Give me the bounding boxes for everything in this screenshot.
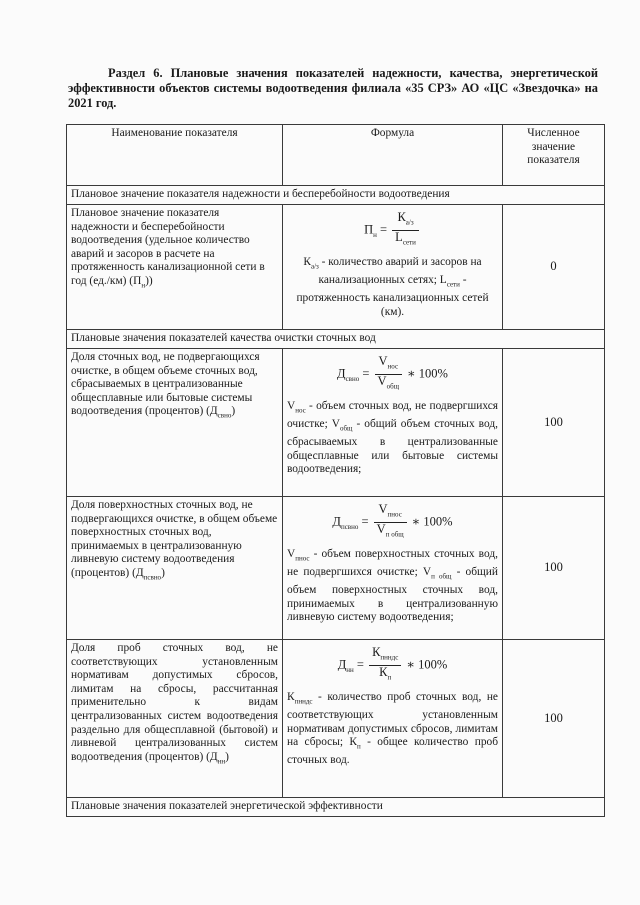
section-row-quality bbox=[67, 330, 605, 349]
section-row-energy bbox=[67, 798, 605, 817]
indicator-name: Плановое значение показателя надежности и бесперебойности водоотведения (удельное количество аварий и засоров в расчете на протяженность канализационной сети в год (ед./км) $(П_н)$) bbox=[67, 205, 283, 330]
formula-cell bbox=[283, 205, 503, 330]
indicator-value: 0 bbox=[503, 205, 605, 330]
table-row bbox=[67, 205, 605, 330]
indicator-value: 100 bbox=[503, 497, 605, 640]
indicator-value: 100 bbox=[503, 349, 605, 497]
header-value: Численное значение показателя bbox=[503, 125, 605, 186]
table-row bbox=[67, 497, 605, 640]
table-row bbox=[67, 349, 605, 497]
indicator-name: Доля проб сточных вод, не соответствующих установленным нормативам допустимых сбросов, лимитам на сбросы, рассчитанная применительно к видам централизованных систем водоотведения раздельно для общесплавной (бытовой) и ливневой централизованных систем водоотведения (процентов) $(Д_{нн})$ bbox=[67, 640, 283, 798]
formula-description: $V_{пнос}$ - объем поверхностных сточных вод, не подвергшихся очистке; $V_{п общ}$ - общий объем поверхностных сточных вод, принимаемых в централизованную ливневую систему водоотведения; bbox=[287, 548, 498, 624]
formula: $Д_{нн}$ = $\frac{К_{пнндс}}{К_п}$ ∗ 100% bbox=[337, 645, 448, 682]
table-header-row bbox=[67, 125, 605, 186]
table-row bbox=[67, 640, 605, 798]
indicator-value: 100 bbox=[503, 640, 605, 798]
indicators-table bbox=[66, 124, 605, 817]
formula-description: $К_{а/з}$ - количество аварий и засоров на канализационных сетях; $L_{сети}$ - протяженность канализационных сетей (км). bbox=[296, 256, 489, 318]
formula-cell bbox=[283, 640, 503, 798]
indicator-name: Доля сточных вод, не подвергающихся очистке, в общем объеме сточных вод, сбрасываемых в централизованные общесплавные или бытовые системы водоотведения (процентов) $(Д_{свно})$ bbox=[67, 349, 283, 497]
formula: $П_н$ = $\frac{К_{а/з}}{L_{сети}}$ bbox=[287, 211, 498, 250]
section-row-reliability bbox=[67, 186, 605, 205]
indicator-name: Доля поверхностных сточных вод, не подвергающихся очистке, в общем объеме поверхностных сточных вод, принимаемых в централизованную ливневую систему водоотведения (процентов) $(Д_{псвно})$ bbox=[67, 497, 283, 640]
formula: $Д_{псвно}$ = $\frac{V_{пнос}}{V_{п общ}}$ ∗ 100% bbox=[332, 502, 453, 539]
section-title: Плановое значение показателя надежности и бесперебойности водоотведения bbox=[67, 186, 605, 205]
formula: $Д_{свно}$ = $\frac{V_{нос}}{V_{общ}}$ ∗ 100% bbox=[337, 354, 448, 391]
formula-description: $К_{пнндс}$ - количество проб сточных вод, не соответствующих установленным нормативам допустимых сбросов, лимитам на сбросы; $К_п$ - общее количество проб сточных вод. bbox=[287, 691, 499, 767]
formula-cell bbox=[283, 349, 503, 497]
section-heading: Раздел 6. Плановые значения показателей надежности, качества, энергетической эффективности объектов системы водоотведения филиала «35 СРЗ» АО «ЦС «Звездочка» на 2021 год. bbox=[68, 66, 598, 110]
header-indicator-name: Наименование показателя bbox=[67, 125, 283, 186]
header-formula: Формула bbox=[283, 125, 503, 186]
formula-description: $V_{нос}$ - объем сточных вод, не подвергшихся очистке; $V_{общ}$ - общий объем сточных вод, сбрасываемых в централизованные общесплавные или бытовые системы водоотведения; bbox=[287, 400, 498, 476]
section-title: Плановые значения показателей энергетической эффективности bbox=[67, 798, 605, 817]
section-title: Плановые значения показателей качества очистки сточных вод bbox=[67, 330, 605, 349]
formula-cell bbox=[283, 497, 503, 640]
